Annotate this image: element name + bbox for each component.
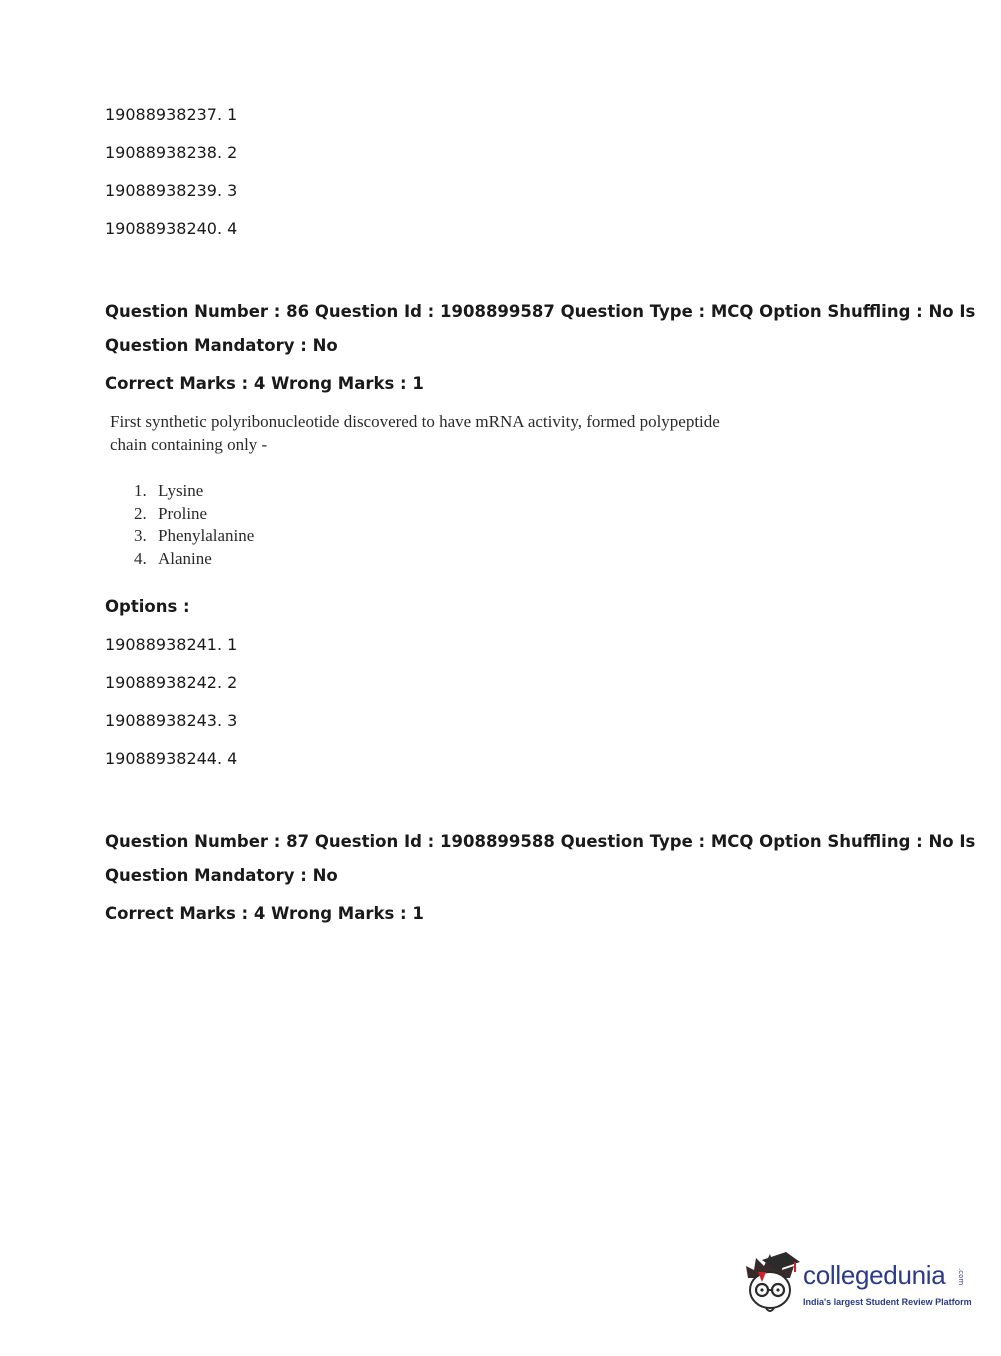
choice-item: 3. Phenylalanine xyxy=(134,526,255,545)
student-mascot-icon xyxy=(742,1248,802,1320)
options-label: Options : xyxy=(105,597,190,616)
option-item: 19088938244. 4 xyxy=(105,749,238,768)
choice-item: 2. Proline xyxy=(134,503,208,523)
choice-list xyxy=(134,480,254,570)
option-item: 19088938238. 2 xyxy=(105,143,238,162)
brand-name: collegedunia xyxy=(803,1260,946,1290)
choice-item: 1. Lysine xyxy=(134,481,204,500)
question-marks: Correct Marks : 4 Wrong Marks : 1 xyxy=(105,374,424,393)
choice-item: 4. Alanine xyxy=(134,548,212,568)
question-header: Question Number : 87 Question Id : 1908899588 Question Type : MCQ Option Shuffling : No Is xyxy=(105,832,976,851)
brand-tagline: India's largest Student Review Platform xyxy=(803,1297,972,1307)
option-item: 19088938239. 3 xyxy=(105,181,238,200)
question-marks: Correct Marks : 4 Wrong Marks : 1 xyxy=(105,904,424,923)
question-mandatory: Question Mandatory : No xyxy=(105,866,338,885)
option-item: 19088938240. 4 xyxy=(105,219,238,238)
brand-suffix: .com xyxy=(957,1268,965,1286)
question-mandatory: Question Mandatory : No xyxy=(105,336,338,355)
option-item: 19088938243. 3 xyxy=(105,711,238,730)
question-header: Question Number : 86 Question Id : 1908899587 Question Type : MCQ Option Shuffling : No Is xyxy=(105,302,976,321)
option-item: 19088938241. 1 xyxy=(105,635,238,654)
question-text: First synthetic polyribonucleotide discovered to have mRNA activity, formed polypeptide chain containing only - xyxy=(110,412,720,454)
option-item: 19088938237. 1 xyxy=(105,105,238,124)
option-item: 19088938242. 2 xyxy=(105,673,238,692)
